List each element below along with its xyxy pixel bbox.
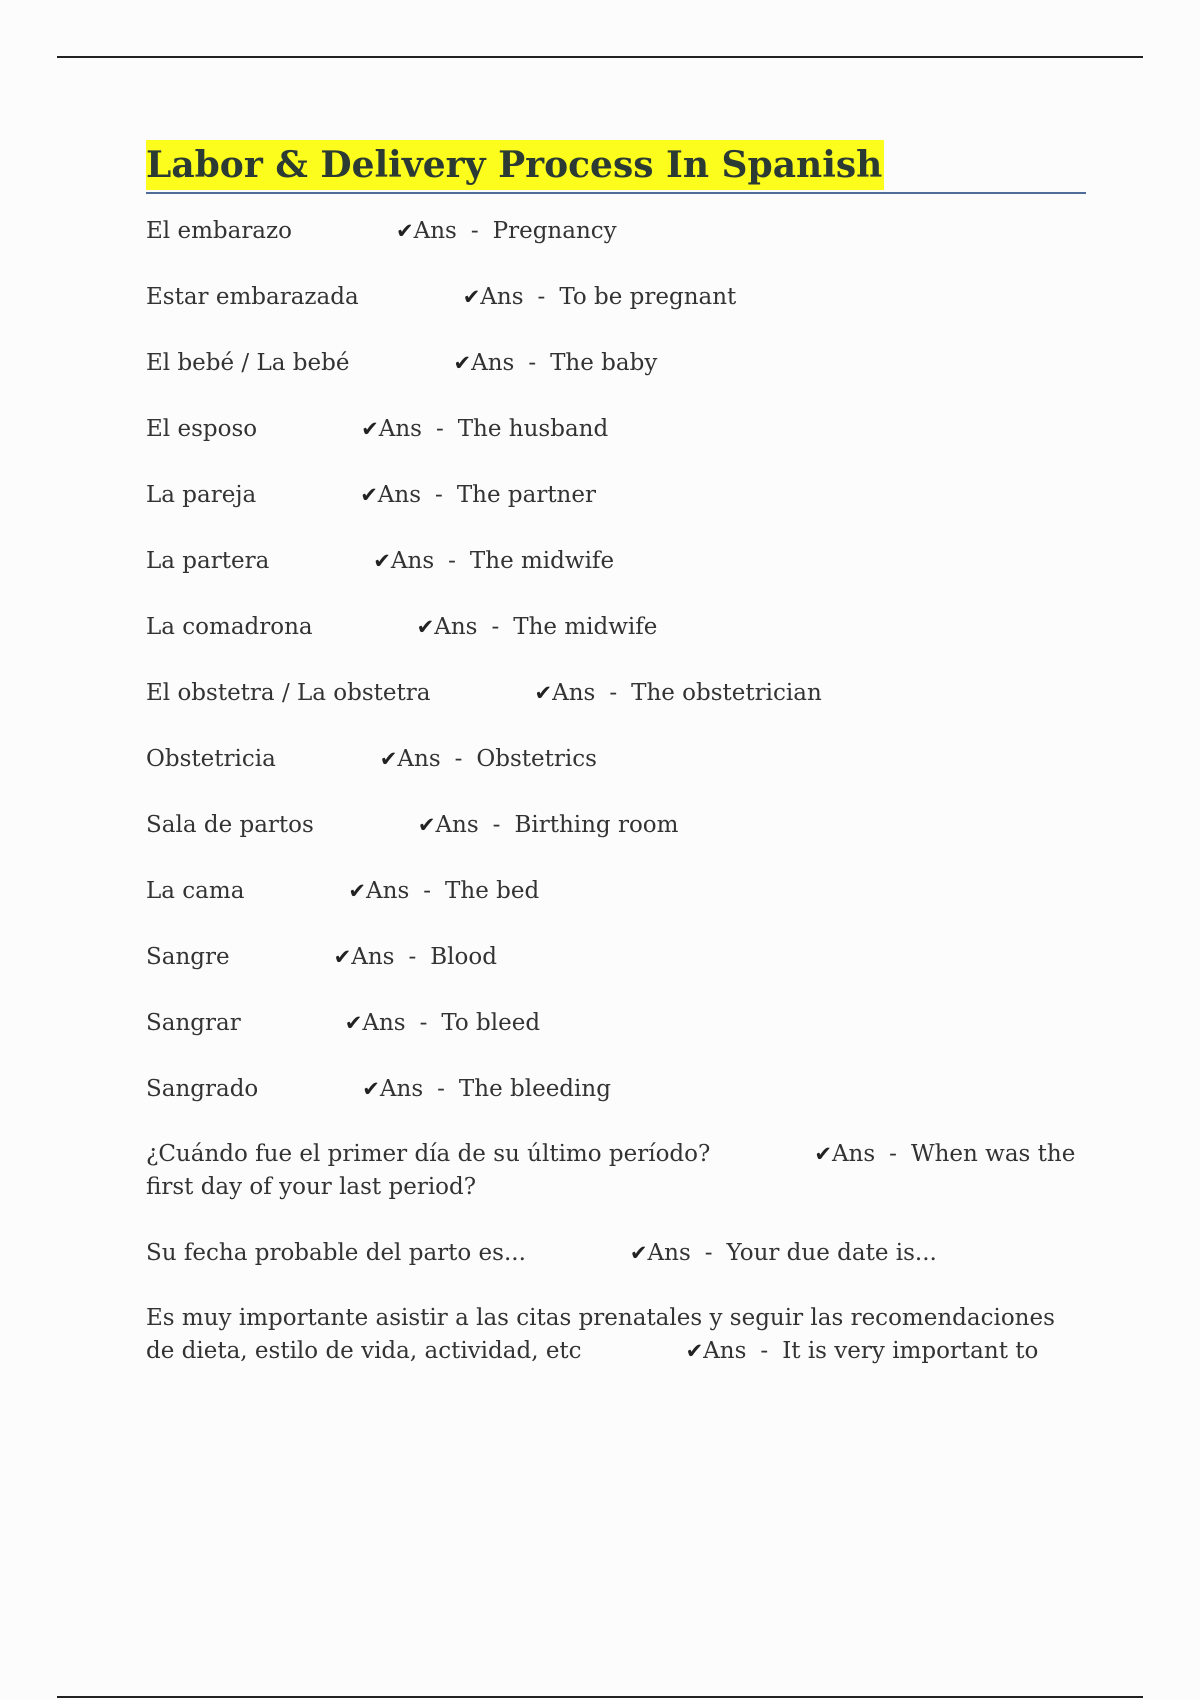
dash-separator: - — [889, 1140, 897, 1167]
flashcard-entry — [146, 610, 1086, 644]
ans-label: Ans — [434, 613, 478, 640]
entry-answer: Blood — [430, 943, 497, 970]
flashcard-entry — [146, 1236, 1086, 1270]
dash-separator: - — [419, 1009, 428, 1036]
check-icon: ✔ — [360, 482, 378, 507]
flashcard-entry — [146, 478, 1086, 512]
entry-answer: The bleeding — [458, 1075, 611, 1102]
entry-answer: Your due date is... — [726, 1239, 937, 1266]
entry-answer: The bed — [445, 877, 540, 904]
ans-label: Ans — [390, 547, 435, 574]
check-icon: ✔ — [453, 350, 472, 375]
entry-question: Sangrado — [146, 1075, 259, 1102]
entry-answer: The midwife — [513, 613, 658, 640]
entry-answer: To bleed — [441, 1009, 541, 1036]
flashcard-entry — [146, 1006, 1086, 1040]
document-title: Labor & Delivery Process In Spanish — [146, 140, 884, 190]
flashcard-entry — [146, 676, 1086, 710]
entry-question: El bebé / La bebé — [146, 349, 350, 376]
ans-label: Ans — [377, 481, 422, 508]
entry-question: La pareja — [146, 481, 257, 508]
entry-answer: Birthing room — [514, 811, 679, 838]
entry-question: La cama — [146, 877, 245, 904]
ans-label: Ans — [831, 1140, 876, 1167]
dash-separator: - — [448, 547, 456, 574]
ans-label: Ans — [480, 283, 524, 310]
entry-answer: To be pregnant — [559, 283, 737, 310]
entry-answer: The baby — [550, 349, 658, 376]
entry-question: La comadrona — [146, 613, 313, 640]
ans-label: Ans — [397, 745, 441, 772]
entry-answer: Pregnancy — [492, 217, 617, 244]
entry-answer: Obstetrics — [476, 745, 597, 772]
dash-separator: - — [423, 877, 432, 904]
entry-question: El obstetra / La obstetra — [146, 679, 431, 706]
flashcard-entry — [146, 940, 1086, 974]
flashcard-entry — [146, 742, 1086, 776]
dash-separator: - — [609, 679, 618, 706]
ans-label: Ans — [471, 349, 515, 376]
ans-label: Ans — [413, 217, 457, 244]
check-icon: ✔ — [685, 1338, 704, 1363]
dash-separator: - — [528, 349, 537, 376]
dash-separator: - — [537, 283, 546, 310]
ans-label: Ans — [435, 811, 479, 838]
check-icon: ✔ — [361, 416, 379, 441]
check-icon: ✔ — [379, 746, 398, 771]
entry-question: Sangre — [146, 943, 230, 970]
title-underline — [146, 192, 1086, 194]
ans-label: Ans — [351, 943, 395, 970]
flashcard-entry — [146, 280, 1086, 314]
check-icon: ✔ — [362, 1076, 380, 1101]
entry-question: Es muy importante asistir a las citas prenatales y seguir las recomendaciones de dieta, estilo de vida, actividad, etc — [146, 1304, 1055, 1364]
check-icon: ✔ — [344, 1010, 363, 1035]
check-icon: ✔ — [348, 878, 367, 903]
entry-answer: The obstetrician — [631, 679, 822, 706]
entry-answer: The midwife — [469, 547, 615, 574]
check-icon: ✔ — [333, 944, 352, 969]
entry-answer: When was the first day of your last period? — [146, 1140, 1076, 1200]
dash-separator: - — [492, 811, 501, 838]
dash-separator: - — [435, 415, 444, 442]
check-icon: ✔ — [534, 680, 553, 705]
dash-separator: - — [760, 1337, 769, 1364]
check-icon: ✔ — [396, 218, 414, 243]
flashcard-entry — [146, 874, 1086, 908]
entry-answer: It is very important to — [782, 1337, 1039, 1364]
top-rule — [57, 56, 1143, 58]
dash-separator: - — [704, 1239, 713, 1266]
dash-separator: - — [491, 613, 500, 640]
flashcard-entry — [146, 808, 1086, 842]
ans-label: Ans — [552, 679, 596, 706]
document-body — [146, 140, 1086, 1400]
entry-question: Sala de partos — [146, 811, 314, 838]
dash-separator: - — [437, 1075, 445, 1102]
flashcard-list — [146, 214, 1086, 1368]
flashcard-entry — [146, 346, 1086, 380]
bottom-rule — [57, 1696, 1143, 1698]
ans-label: Ans — [378, 415, 422, 442]
entry-question: Su fecha probable del parto es... — [146, 1239, 526, 1266]
dash-separator: - — [454, 745, 463, 772]
dash-separator: - — [408, 943, 417, 970]
entry-question: El embarazo — [146, 217, 292, 244]
entry-question: ¿Cuándo fue el primer día de su último período? — [146, 1140, 711, 1167]
check-icon: ✔ — [416, 614, 435, 639]
ans-label: Ans — [703, 1337, 747, 1364]
check-icon: ✔ — [814, 1141, 832, 1166]
check-icon: ✔ — [417, 812, 436, 837]
entry-question: Estar embarazada — [146, 283, 359, 310]
check-icon: ✔ — [629, 1240, 648, 1265]
flashcard-entry — [146, 544, 1086, 578]
flashcard-entry — [146, 1138, 1086, 1204]
dash-separator: - — [470, 217, 479, 244]
entry-question: Obstetricia — [146, 745, 276, 772]
entry-answer: The husband — [457, 415, 609, 442]
entry-question: El esposo — [146, 415, 258, 442]
flashcard-entry — [146, 214, 1086, 248]
check-icon: ✔ — [373, 548, 391, 573]
entry-answer: The partner — [456, 481, 596, 508]
flashcard-entry — [146, 1072, 1086, 1106]
flashcard-entry — [146, 412, 1086, 446]
ans-label: Ans — [362, 1009, 406, 1036]
ans-label: Ans — [366, 877, 410, 904]
check-icon: ✔ — [462, 284, 481, 309]
ans-label: Ans — [647, 1239, 691, 1266]
entry-question: Sangrar — [146, 1009, 241, 1036]
dash-separator: - — [435, 481, 443, 508]
ans-label: Ans — [379, 1075, 424, 1102]
entry-question: La partera — [146, 547, 270, 574]
flashcard-entry — [146, 1302, 1086, 1368]
